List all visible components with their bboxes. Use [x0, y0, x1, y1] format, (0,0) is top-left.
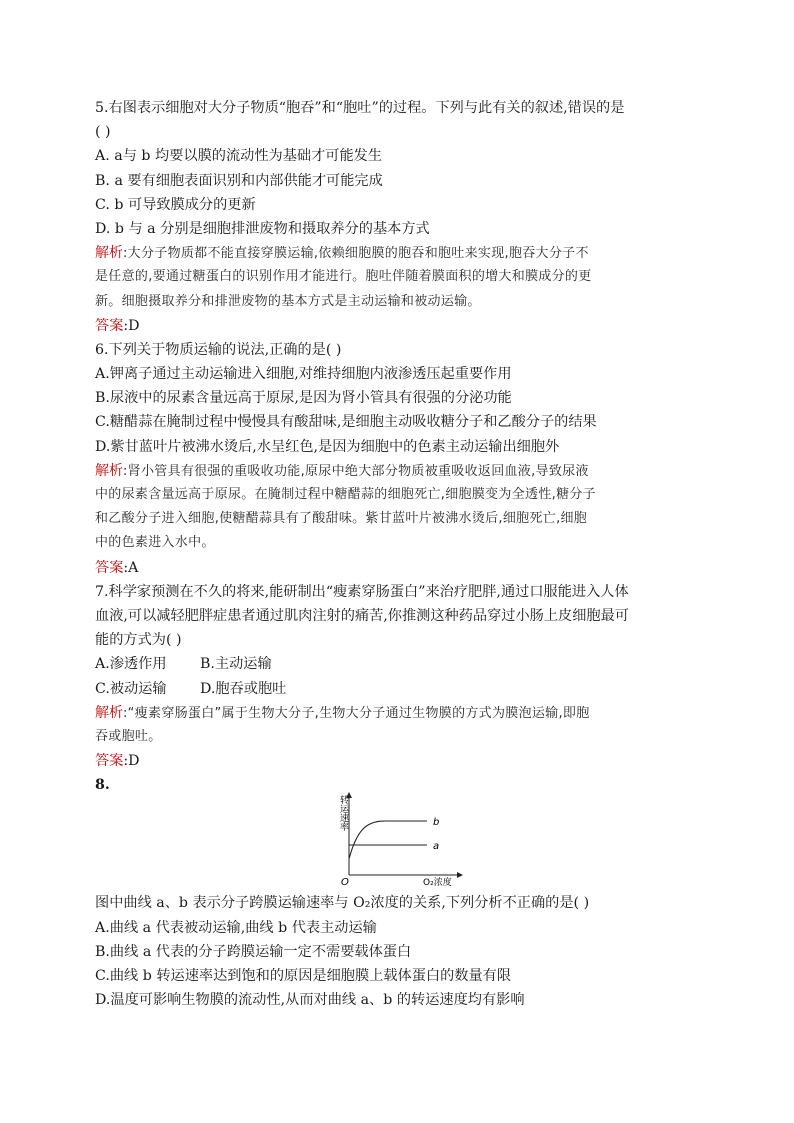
analysis-line: 解析:“瘦素穿肠蛋白”属于生物大分子,生物大分子通过生物膜的方式为膜泡运输,即胞	[95, 704, 590, 721]
analysis-line: 中的尿素含量远高于原尿。在腌制过程中糖醋蒜的细胞死亡,细胞膜变为全透性,糖分子	[95, 487, 596, 502]
option-c: C.被动运输	[95, 680, 167, 697]
option-d: D.温度可影响生物膜的流动性,从而对曲线 a、b 的转运速度均有影响	[95, 992, 525, 1009]
option-c: C.糖醋蒜在腌制过程中慢慢具有酸甜味,是细胞主动吸收糖分子和乙酸分子的结果	[95, 414, 597, 431]
analysis-line: 中的色素进入水中。	[95, 535, 215, 551]
analysis-label: 解析	[95, 245, 123, 262]
option-d: D.胞吞或胞吐	[200, 680, 287, 697]
question-5	[95, 96, 705, 338]
answer-value: :D	[123, 753, 140, 770]
answer-value: :D	[123, 317, 140, 334]
answer-line	[95, 314, 705, 338]
question-stem: 能的方式为( )	[95, 632, 182, 649]
option-b: B. a 要有细胞表面识别和内部供能才可能完成	[95, 172, 383, 189]
analysis-line: 解析:大分子物质都不能直接穿膜运输,依赖细胞膜的胞吞和胞吐来实现,胞吞大分子不	[95, 245, 589, 262]
answer-label: 答案	[95, 753, 124, 770]
curve-b-label: b	[433, 817, 440, 829]
question-7	[95, 580, 705, 774]
question-stem: 6.下列关于物质运输的说法,正确的是( )	[95, 341, 342, 358]
curve-b	[349, 821, 427, 859]
figure-row	[95, 797, 705, 891]
analysis-line: 新。细胞摄取养分和排泄废物的基本方式是主动运输和被动运输。	[95, 293, 481, 309]
question-blank: ( )	[95, 124, 111, 141]
transport-rate-diagram	[327, 789, 477, 889]
curve-a-label: a	[433, 841, 440, 853]
option-c: C.曲线 b 转运速率达到饱和的原因是细胞膜上载体蛋白的数量有限	[95, 968, 512, 984]
analysis-label: 解析	[95, 704, 123, 721]
analysis-line: 和乙酸分子进入细胞,使糖醋蒜具有了酸甜味。紫甘蓝叶片被沸水烫后,细胞死亡,细胞	[95, 511, 588, 527]
answer-line	[95, 556, 705, 580]
option-d: D. b 与 a 分别是细胞排泄废物和摄取养分的基本方式	[95, 220, 430, 237]
option-a: A.钾离子通过主动运输进入细胞,对维持细胞内液渗透压起重要作用	[95, 366, 512, 383]
answer-line	[95, 749, 705, 773]
question-stem: 5.右图表示细胞对大分子物质“胞吞”和“胞吐”的过程。下列与此有关的叙述,错误的是	[95, 100, 625, 116]
option-row	[95, 652, 705, 676]
question-6	[95, 338, 705, 580]
answer-label: 答案	[95, 559, 124, 576]
question-stem: 7.科学家预测在不久的将来,能研制出“瘦素穿肠蛋白”来治疗肥胖,通过口服能进入人体	[95, 583, 629, 600]
option-a: A.渗透作用	[95, 656, 167, 673]
worksheet-page	[95, 96, 705, 1012]
origin-label: O	[341, 877, 349, 889]
option-a: A. a与 b 均要以膜的流动性为基础才可能发生	[95, 148, 383, 165]
question-number: 8.	[95, 777, 110, 794]
analysis-line: 是任意的,要通过糖蛋白的识别作用才能进行。胞吐伴随着膜面积的增大和膜成分的更	[95, 269, 592, 285]
option-d: D.紫甘蓝叶片被沸水烫后,水呈红色,是因为细胞中的色素主动运输出细胞外	[95, 438, 560, 455]
option-b: B.尿液中的尿素含量远高于原尿,是因为肾小管具有很强的分泌功能	[95, 390, 512, 407]
analysis-line: 吞或胞吐。	[95, 728, 162, 744]
answer-value: :A	[123, 559, 139, 576]
y-axis-label: 转运速率	[338, 795, 348, 832]
option-c: C. b 可导致膜成分的更新	[95, 196, 256, 213]
option-row	[95, 677, 705, 701]
answer-label: 答案	[95, 317, 124, 334]
x-axis-label: O₂浓度	[423, 878, 452, 889]
question-8	[95, 773, 705, 1012]
option-a: A.曲线 a 代表被动运输,曲线 b 代表主动运输	[95, 919, 377, 936]
option-b: B.曲线 a 代表的分子跨膜运输一定不需要载体蛋白	[95, 943, 412, 960]
option-b: B.主动运输	[200, 656, 272, 673]
analysis-line: 解析:肾小管具有很强的重吸收功能,原尿中绝大部分物质被重吸收返回血液,导致尿液	[95, 462, 589, 479]
question-stem: 图中曲线 a、b 表示分子跨膜运输速率与 O₂浓度的关系,下列分析不正确的是( )	[95, 895, 590, 912]
analysis-label: 解析	[95, 462, 123, 479]
question-stem: 血液,可以减轻肥胖症患者通过肌肉注射的痛苦,你推测这种药品穿过小肠上皮细胞最可	[95, 607, 629, 624]
